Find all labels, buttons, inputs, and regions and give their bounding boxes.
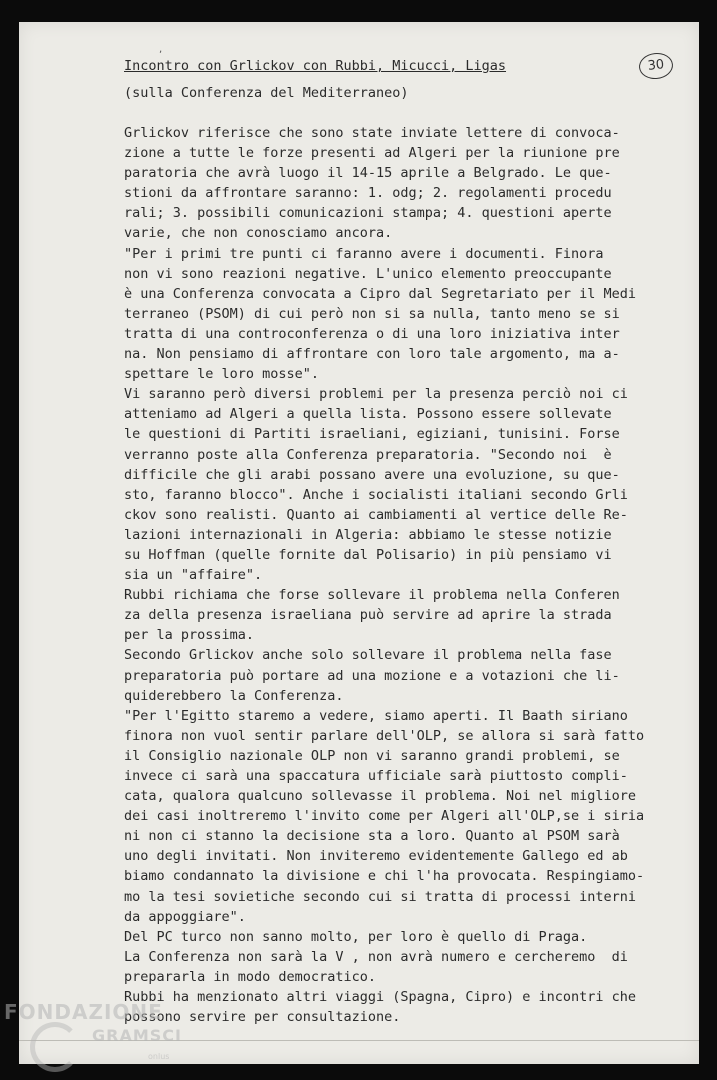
body-line: non vi sono reazioni negative. L'unico elemento preoccupante [124,265,612,282]
body-line: ni non ci stanno la decisione sta a loro. Quanto al PSOM sarà [124,828,620,845]
body-line: Del PC turco non sanno molto, per loro è quello di Praga. [124,928,588,945]
body-line: preparatoria può portare ad una mozione e a votazioni che li- [124,667,620,684]
body-line: ckov sono realisti. Quanto ai cambiamenti al vertice delle Re- [124,506,628,523]
body-line: uno degli invitati. Non inviteremo evidentemente Gallego ed ab [124,848,628,865]
body-line: quiderebbero la Conferenza. [124,687,344,704]
body-line: za della presenza israeliana può servire ad aprire la strada [124,607,612,624]
body-line: le questioni di Partiti israeliani, egiziani, tunisini. Forse [124,426,620,443]
stray-mark: , [159,44,163,55]
body-line: difficile che gli arabi possano avere una evoluzione, su que- [124,466,620,483]
document-title: Incontro con Grlickov con Rubbi, Micucci, Ligas [124,58,507,74]
body-line: da appoggiare". [124,908,246,925]
body-line: paratoria che avrà luogo il 14-15 aprile a Belgrado. Le que- [124,165,612,182]
document-subtitle: (sulla Conferenza del Mediterraneo) [124,85,409,101]
body-line: prepararla in modo democratico. [124,968,376,985]
body-line: tratta di una controconferenza o di una loro iniziativa inter [124,325,620,342]
body-line: "Per i primi tre punti ci faranno avere i documenti. Finora [124,245,604,262]
body-line: per la prossima. [124,627,255,644]
watermark-line2: GRAMSCI [92,1026,182,1045]
footer-rule [19,1040,699,1041]
body-line: finora non vuol sentir parlare dell'OLP, se allora si sarà fatto [124,727,645,744]
body-line: terraneo (PSOM) di cui però non si sa nulla, tanto meno se si [124,305,620,322]
body-line: il Consiglio nazionale OLP non vi saranno grandi problemi, se [124,747,620,764]
watermark-sub: onlus [148,1052,170,1061]
body-line: Rubbi richiama che forse sollevare il problema nella Conferen [124,587,620,604]
body-line: Grlickov riferisce che sono state inviate lettere di convoca- [124,125,620,141]
body-line: cata, qualora qualcuno sollevasse il problema. Noi nel migliore [124,788,637,805]
body-line: La Conferenza non sarà la V , non avrà numero e cercheremo di [124,948,628,965]
body-line: atteniamo ad Algeri a quella lista. Possono essere sollevate [124,406,612,423]
document-body [124,123,644,1027]
body-line: possono servire per consultazione. [124,1009,401,1026]
watermark-line1: FONDAZIONE [4,1000,163,1024]
typewritten-sheet [19,22,699,1064]
body-line: Vi saranno però diversi problemi per la presenza perciò noi ci [124,386,628,403]
body-line: invece ci sarà una spaccatura ufficiale sarà piuttosto compli- [124,768,628,784]
page-number-circled: 30 [638,51,675,80]
body-line: na. Non pensiamo di affrontare con loro tale argomento, ma a- [124,346,620,363]
body-line: zione a tutte le forze presenti ad Algeri per la riunione pre [124,145,620,162]
body-line: verranno poste alla Conferenza preparatoria. "Secondo noi è [124,446,612,463]
body-line: varie, che non conosciamo ancora. [124,225,393,242]
body-line: Rubbi ha menzionato altri viaggi (Spagna, Cipro) e incontri che [124,989,637,1006]
body-line: rali; 3. possibili comunicazioni stampa; 4. questioni aperte [124,205,612,222]
body-line: biamo condannato la divisione e chi l'ha provocata. Respingiamo- [124,868,645,885]
body-line: dei casi inoltreremo l'invito come per Algeri all'OLP,se i siria [124,808,645,825]
body-line: "Per l'Egitto staremo a vedere, siamo aperti. Il Baath siriano [124,707,628,724]
body-line: spettare le loro mosse". [124,366,320,383]
body-line: mo la tesi sovietiche secondo cui si tratta di processi interni [124,888,637,905]
body-line: sia un "affaire". [124,567,263,584]
body-line: è una Conferenza convocata a Cipro dal Segretariato per il Medi [124,285,637,302]
body-line: su Hoffman (quelle fornite dal Polisario) in più pensiamo vi [124,546,612,563]
body-line: lazioni internazionali in Algeria: abbiamo le stesse notizie [124,526,612,543]
body-line: sto, faranno blocco". Anche i socialisti italiani secondo Grli [124,486,628,503]
body-line: Secondo Grlickov anche solo sollevare il problema nella fase [124,647,612,664]
body-line: stioni da affrontare saranno: 1. odg; 2. regolamenti procedu [124,185,612,202]
